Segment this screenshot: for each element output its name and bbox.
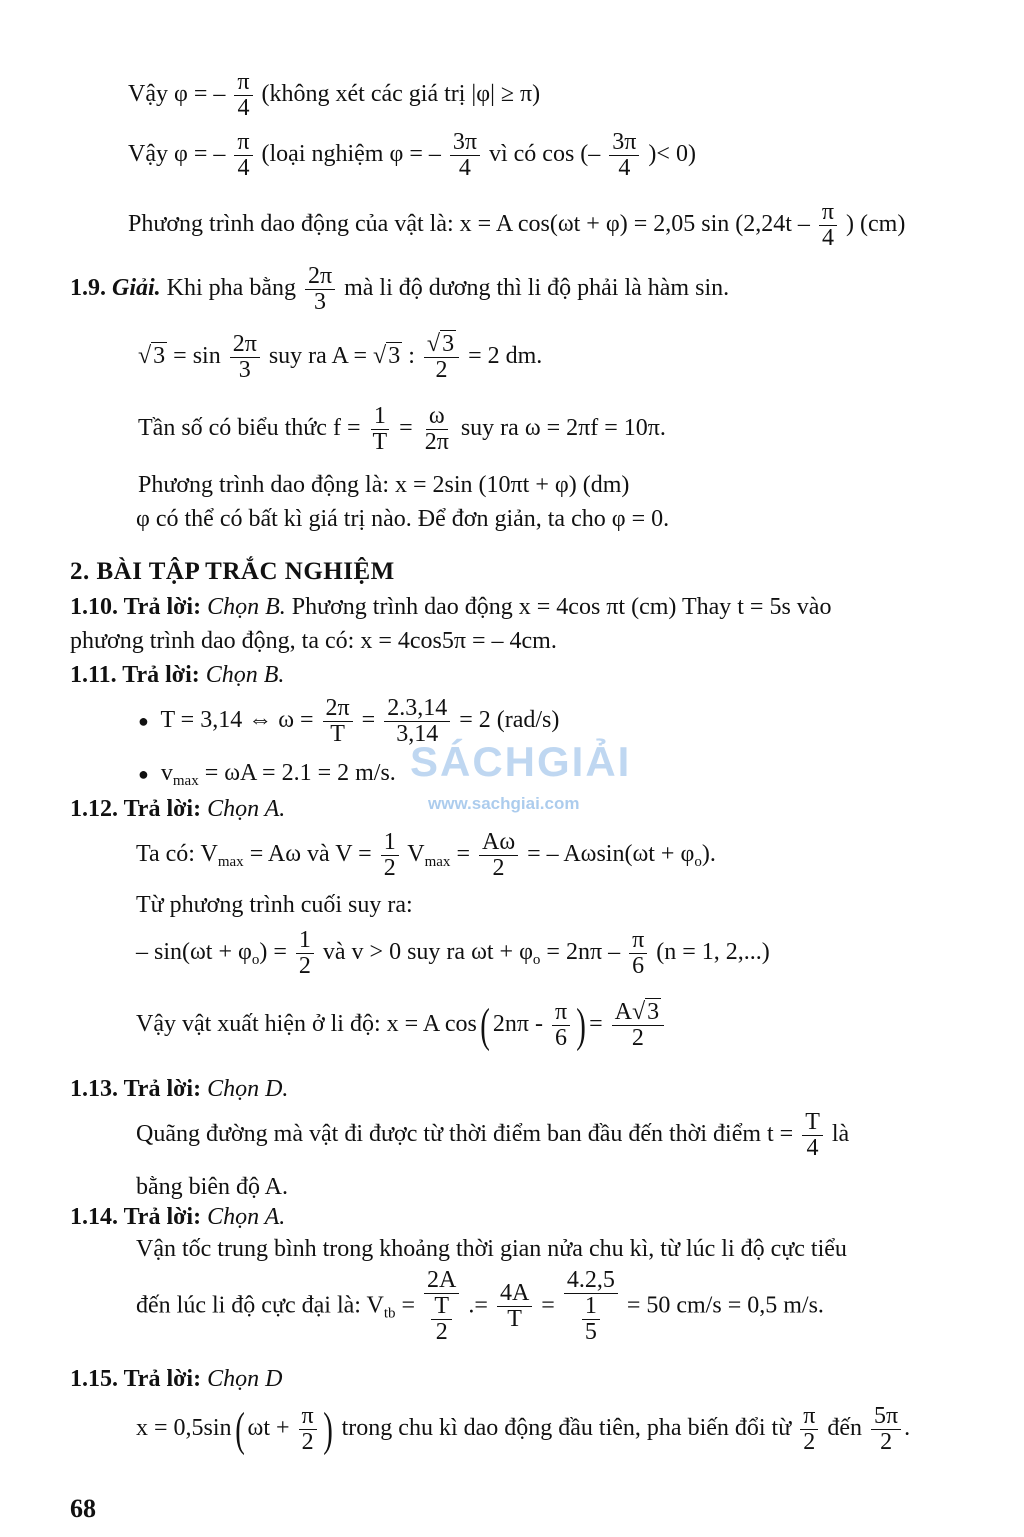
problem-1-14 [70, 1204, 285, 1231]
line-vmax [138, 760, 396, 790]
fraction-2A-over-T-half: $\frac{2A}{\frac{T}{2}}$ [424, 1268, 459, 1346]
line-amplitude: bằng biên độ A. [136, 1174, 288, 1200]
answer-choice: Chọn D [207, 1366, 283, 1392]
problem-1-10-cont: phương trình dao động, ta có: x = 4cos5π = – 4cm. [70, 628, 557, 654]
text: Ta có: V [136, 841, 218, 868]
line-sqrt3 [138, 332, 542, 383]
text: trong chu kì dao động đầu tiên, pha biến đổi từ [341, 1415, 792, 1442]
watermark-logo: SÁCHGIẢI [410, 738, 632, 785]
solution-label: Giải. [112, 275, 161, 302]
subscript: max [217, 854, 244, 871]
subscript: o [694, 854, 702, 871]
fraction-pi-over-2: $\frac{\pi}{2}$ [299, 1404, 317, 1455]
problem-1-9 [70, 264, 729, 315]
answer-label: 1.11. Trả lời: [70, 662, 200, 688]
line-phi: φ có thể có bất kì giá trị nào. Để đơn giản, ta cho φ = 0. [136, 506, 670, 532]
text: (n = 1, 2,...) [656, 939, 770, 966]
text: (loại nghiệm φ = – [261, 141, 441, 168]
fraction-5pi-over-2: $\frac{5\pi}{2}$ [871, 1404, 901, 1455]
answer-choice: Chọn B. [205, 662, 285, 688]
problem-1-12 [70, 796, 285, 823]
subscript: o [251, 952, 260, 969]
fraction-sqrt3-over-2: $\frac{√3}{2}$ [424, 332, 459, 383]
left-paren: ( [234, 1402, 245, 1456]
text: V [407, 841, 425, 868]
watermark-url: www.sachgiai.com [428, 794, 580, 813]
sqrt-3: √3 [138, 343, 166, 370]
fraction-2pi-over-T: $\frac{2\pi}{T}$ [323, 696, 353, 747]
text: Vậy φ = – [128, 141, 226, 168]
line-position [136, 1000, 667, 1051]
answer-choice: Chọn A. [207, 796, 286, 822]
page-number: 68 [70, 1494, 96, 1523]
answer-label: 1.13. Trả lời: [70, 1076, 202, 1102]
text: ωt + [247, 1415, 290, 1442]
fraction-2314-over-314: $\frac{2.3,14}{3,14}$ [384, 696, 450, 747]
fraction-4A-over-T: $\frac{4A}{T}$ [497, 1281, 532, 1332]
subscript: max [424, 854, 451, 871]
text: Vậy φ = – [128, 81, 226, 108]
fraction-omega-over-2pi: $\frac{\omega}{2\pi}$ [424, 403, 449, 456]
text: (không xét các giá trị |φ| ≥ π) [261, 81, 541, 108]
text: = 2 (rad/s) [459, 707, 560, 734]
line-1 [128, 70, 540, 121]
fraction-pi-over-6: $\frac{\pi}{6}$ [552, 1000, 570, 1051]
text: = [541, 1292, 555, 1319]
text: = ωA = 2.1 = 2 m/s. [204, 760, 396, 786]
text: .= [468, 1292, 488, 1319]
fraction-3pi-over-4: $\frac{3\pi}{4}$ [450, 130, 480, 181]
answer-choice: Chọn B. [207, 594, 286, 620]
line-2 [128, 130, 696, 181]
bullet-icon: ● [138, 711, 149, 732]
fraction-425-over-fifth: $\frac{4.2,5}{\frac{1}{5}}$ [564, 1268, 618, 1346]
line-equation: Phương trình dao động là: x = 2sin (10πt + φ) (dm) [138, 472, 630, 498]
text: suy ra A = [268, 343, 368, 370]
text: Quãng đường mà vật đi được từ thời điểm ban đầu đến thời điểm t = [136, 1121, 794, 1148]
problem-1-10 [70, 594, 831, 621]
fraction-2pi-over-3: $\frac{2\pi}{3}$ [305, 264, 335, 315]
answer-choice: Chọn A. [207, 1204, 286, 1230]
answer-label: 1.15. Trả lời: [70, 1366, 202, 1392]
text: . [904, 1415, 911, 1442]
line-sin-phase [136, 928, 770, 979]
line-avg-velocity: Vận tốc trung bình trong khoảng thời gian nửa chu kì, từ lúc li độ cực tiểu [136, 1236, 847, 1262]
right-paren: ) [322, 1402, 333, 1456]
right-paren: ) [576, 998, 586, 1052]
answer-label: 1.12. Trả lời: [70, 796, 202, 822]
text: ). [701, 841, 716, 868]
section-heading: 2. BÀI TẬP TRẮC NGHIỆM [70, 558, 395, 585]
line-3 [128, 200, 905, 251]
text: Phương trình dao động x = 4cos πt (cm) Thay t = 5s vào [291, 594, 832, 620]
text: = sin [173, 343, 221, 370]
text: – sin(ωt + φ [136, 939, 252, 966]
answer-label: 1.14. Trả lời: [70, 1204, 202, 1230]
text: = [399, 415, 413, 442]
fraction-pi-over-4: $\frac{\pi}{4}$ [234, 70, 252, 121]
fraction-3pi-over-4: $\frac{3\pi}{4}$ [609, 130, 639, 181]
text: = – Aωsin(ωt + φ [527, 841, 695, 868]
problem-number: 1.9. [70, 275, 106, 302]
text: là [831, 1121, 850, 1148]
problem-1-11 [70, 662, 284, 689]
text: suy ra ω = 2πf = 10π. [460, 415, 666, 442]
answer-label: 1.10. Trả lời: [70, 594, 202, 620]
fraction-1-over-2: $\frac{1}{2}$ [296, 928, 314, 979]
text: = 2nπ – [546, 939, 621, 966]
text: = [456, 841, 470, 868]
text: )< 0) [648, 141, 696, 168]
fraction-Asqrt3-over-2: $\frac{A√3}{2}$ [612, 1000, 665, 1051]
text: Tần số có biểu thức f = [138, 415, 361, 442]
text: mà li độ dương thì li độ phải là hàm sin. [344, 275, 730, 302]
text: vì có cos (– [488, 141, 601, 168]
fraction-pi-over-4: $\frac{\pi}{4}$ [234, 130, 252, 181]
fraction-Aomega-over-2: $\frac{A\omega}{2}$ [479, 830, 518, 881]
fraction-T-over-4: $\frac{T}{4}$ [802, 1110, 823, 1161]
text: x = 0,5sin [136, 1415, 232, 1442]
line-velocity [136, 830, 716, 881]
text: = 2 dm. [468, 343, 543, 370]
text: 2nπ - [492, 1011, 543, 1038]
problem-1-13 [70, 1076, 288, 1103]
fraction-pi-over-4: $\frac{\pi}{4}$ [819, 200, 837, 251]
subscript: max [172, 773, 199, 789]
text: : [408, 343, 415, 370]
text: Vậy vật xuất hiện ở li độ: x = A cos [136, 1011, 477, 1038]
text: = [361, 707, 376, 734]
fraction-pi-over-6: $\frac{\pi}{6}$ [629, 928, 647, 979]
problem-1-15 [70, 1366, 282, 1393]
text: T = 3,14 ⇔ ω = [160, 707, 314, 734]
line-phase [136, 1404, 910, 1455]
sqrt-3: √3 [373, 343, 401, 370]
text: đến [827, 1415, 863, 1442]
answer-choice: Chọn D. [207, 1076, 289, 1102]
fraction-pi-over-2: $\frac{\pi}{2}$ [800, 1404, 818, 1455]
fraction-1-over-T: $\frac{1}{T}$ [372, 403, 388, 456]
text: Phương trình dao động của vật là: x = A cos(ωt + φ) = 2,05 sin (2,24t – [128, 211, 810, 238]
text: = Aω và V = [249, 841, 372, 868]
bullet-icon: ● [138, 764, 149, 784]
left-paren: ( [480, 998, 490, 1052]
text: đến lúc li độ cực đại là: V [136, 1292, 384, 1319]
text: = 50 cm/s = 0,5 m/s. [626, 1292, 824, 1319]
text: Khi pha bằng [166, 275, 296, 302]
line-from-equation: Từ phương trình cuối suy ra: [136, 892, 413, 918]
subscript: tb [383, 1305, 396, 1322]
text: ) = [259, 939, 287, 966]
fraction-2pi-over-3: $\frac{2\pi}{3}$ [230, 332, 260, 383]
fraction-1-over-2: $\frac{1}{2}$ [381, 830, 399, 881]
text: và v > 0 suy ra ωt + φ [322, 939, 533, 966]
text: = [589, 1011, 603, 1038]
line-distance [136, 1110, 849, 1161]
text: ) (cm) [846, 211, 906, 238]
line-avg-velocity-calc [136, 1268, 824, 1346]
line-frequency [138, 404, 666, 455]
text: = [401, 1292, 416, 1319]
subscript: o [532, 952, 541, 969]
text: v [160, 760, 173, 786]
